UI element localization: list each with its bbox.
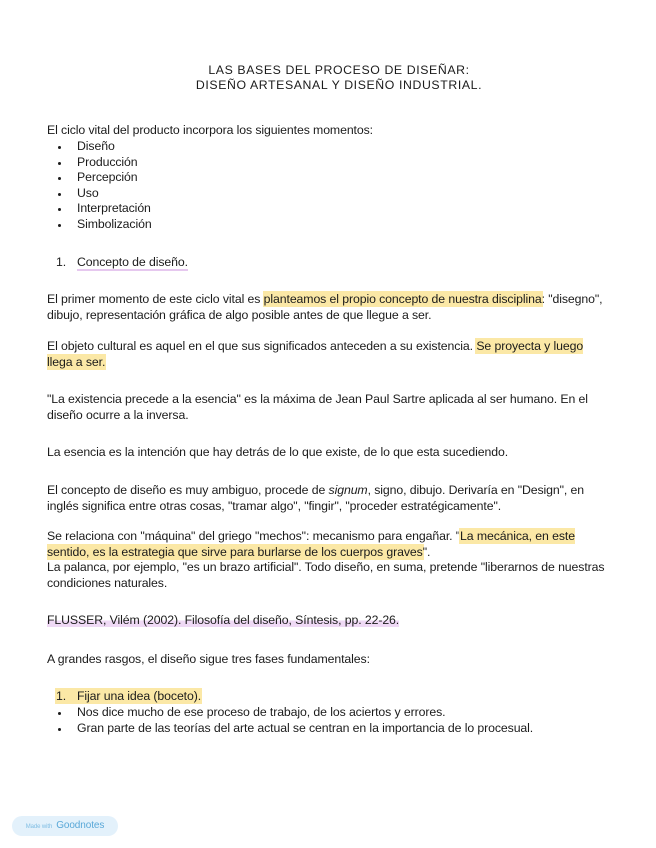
text: Se relaciona con "máquina" del griego "mechos": mecanismo para engañar. " xyxy=(47,529,461,543)
paragraph-palanca: La palanca, por ejemplo, "es un brazo artificial". Todo diseño, en suma, pretende "liberarnos de nuestras condiciones naturales. xyxy=(47,560,605,590)
goodnotes-badge xyxy=(12,816,118,836)
title-line-2: DISEÑO ARTESANAL Y DISEÑO INDUSTRIAL. xyxy=(195,78,483,92)
text: : "disegno", dibujo, representación gráfica de algo posible antes de que llegue a ser. xyxy=(47,292,603,322)
reference xyxy=(47,613,607,629)
text: ". xyxy=(422,544,431,559)
text: El primer momento de este ciclo vital es xyxy=(47,292,264,306)
badge-brand: Goodnotes xyxy=(56,820,105,831)
list-item: Diseño xyxy=(47,139,152,155)
list-item: Simbolización xyxy=(47,217,152,233)
highlight-yellow: La mecánica, en este sentido, es la estrategia que sirve para burlarse de los cuerpos graves xyxy=(47,529,575,559)
phase-highlight xyxy=(56,689,201,703)
list-item: Interpretación xyxy=(47,201,152,217)
paragraph-objeto-cultural xyxy=(47,339,607,370)
title-line-1: LAS BASES DEL PROCESO DE DISEÑAR: xyxy=(208,63,470,77)
list-item: Percepción xyxy=(47,170,152,186)
emphasis: signum xyxy=(328,483,368,497)
paragraph-esencia: La esencia es la intención que hay detrás de lo que existe, de lo que esta sucediendo. xyxy=(47,445,509,459)
section-heading-1 xyxy=(56,255,188,271)
list-item: Nos dice mucho de ese proceso de trabajo, de los aciertos y errores. xyxy=(47,705,533,721)
phase-heading-1 xyxy=(56,689,201,705)
list-item: Gran parte de las teorías del arte actual se centran en la importancia de lo procesual. xyxy=(47,721,533,737)
reference-text: FLUSSER, Vilém (2002). Filosofía del diseño, Síntesis, pp. 22-26. xyxy=(47,613,400,627)
section-number: 1. xyxy=(56,255,67,269)
highlight-yellow: planteamos el propio concepto de nuestra disciplina xyxy=(263,292,542,306)
paragraph-concepto xyxy=(47,483,607,514)
highlight-yellow: Se proyecta y luego llega a ser. xyxy=(47,339,584,369)
phases-intro: A grandes rasgos, el diseño sigue tres fases fundamentales: xyxy=(47,652,370,666)
phase-notes-list xyxy=(47,705,533,736)
paragraph-sartre: "La existencia precede a la esencia" es la máxima de Jean Paul Sartre aplicada al ser humano. En el diseño ocurre a la inversa. xyxy=(47,392,588,422)
list-item: Uso xyxy=(47,186,152,202)
text: El concepto de diseño es muy ambiguo, procede de xyxy=(47,483,329,497)
moments-list xyxy=(47,139,152,232)
phase-title: Fijar una idea (boceto). xyxy=(77,689,202,703)
paragraph-primer-momento xyxy=(47,292,607,323)
list-item: Producción xyxy=(47,155,152,171)
text: , signo, dibujo. Derivaría en "Design", en inglés significa entre otras cosas, "tramar algo", "fingir", "proceder estratégicamente". xyxy=(47,483,585,513)
section-title: Concepto de diseño. xyxy=(77,255,188,269)
badge-made-with: Made with xyxy=(25,824,53,830)
paragraph-mechos xyxy=(47,529,607,560)
text: El objeto cultural es aquel en el que sus significados anteceden a su existencia. xyxy=(47,339,477,353)
intro-text: El ciclo vital del producto incorpora los siguientes momentos: xyxy=(47,123,373,137)
phase-number: 1. xyxy=(56,689,67,703)
